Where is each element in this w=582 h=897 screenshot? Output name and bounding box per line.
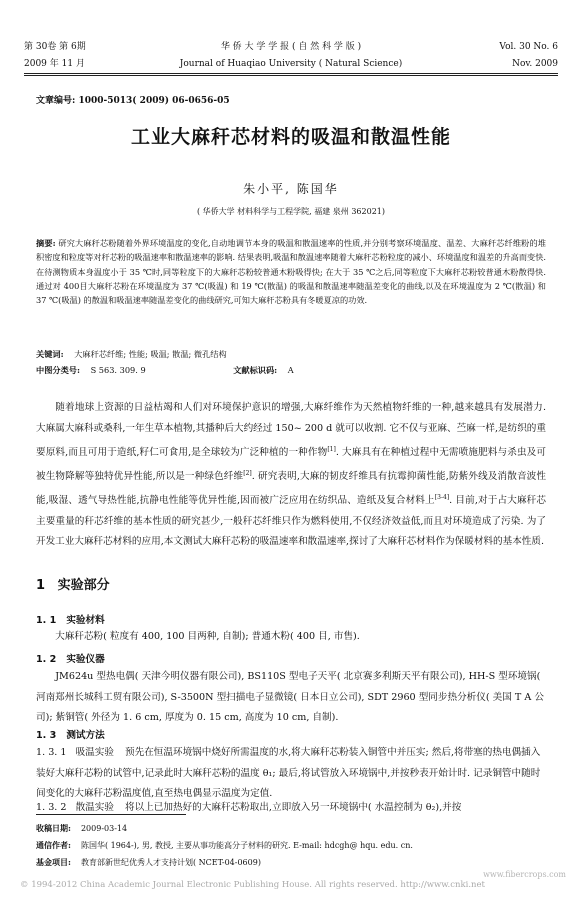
- clc-value: S 563. 309. 9: [90, 365, 146, 375]
- abstract-label: 摘要:: [36, 238, 56, 248]
- header-rule-top: [24, 73, 558, 74]
- section-1-3-2-num: 1. 3. 2: [36, 802, 67, 813]
- doc-code-value: A: [287, 365, 294, 375]
- footnote-funding: 基金项目: 教育部新世纪优秀人才支持计划( NCET-04-0609): [36, 857, 261, 867]
- citation-2: [2]: [243, 469, 252, 477]
- section-1-3-1-num: 1. 3. 1: [36, 747, 67, 758]
- section-1-3-1-label: 吸温实验: [75, 747, 114, 758]
- footnote-corresponding-author: 通信作者: 陈国华( 1964-), 男, 教授, 主要从事功能高分子材料的研究. E-mail: hdcgh@ hqu. edu. cn.: [36, 840, 413, 850]
- copyright-footer: © 1994-2012 China Academic Journal Electronic Publishing House. All rights reserved. http://www.cnki.net: [20, 880, 485, 890]
- footnote-received: 收稿日期: 2009-03-14: [36, 823, 128, 833]
- section-1-3-2-label: 散温实验: [75, 802, 114, 813]
- journal-header-row1: [24, 42, 558, 53]
- website-watermark: www.fibercrops.com: [483, 870, 566, 879]
- section-1-3-1: [36, 743, 546, 805]
- section-1-2-heading: 1. 2 实验仪器: [36, 654, 105, 665]
- abstract: [36, 236, 546, 307]
- citation-3-4: [3-4]: [434, 493, 450, 501]
- section-1-3-2-text: 将以上已加热好的大麻秆芯粉取出,立即放入另一环境锅中( 水温控制为 θ₂),并按: [125, 802, 462, 813]
- abstract-text: 研究大麻秆芯粉随着外界环境温度的变化,自动地调节本身的吸温和散温速率的性质,并分别考察环境温度、温差、大麻秆芯纤维粉的堆积密度和粒度等对秆芯粉的吸温速率和散温速率的影响. 结果表明,吸温和散温速率随着大麻秆芯粉粒度的减小、环境温度和温差的升高而变快. 在待测物质本身温度小于 35 ℃时,同等粒度下的大麻秆芯粉较普通木粉吸得快; 在大于 35 ℃之后,同等粒度下大麻秆芯粉较普通木粉散得快. 通过对 400目大麻秆芯粉在环境温度为 37 ℃(吸温) 和 19 ℃(散温) 的吸温和散温速率随温差变化的曲线,以及在环境温度为 2 ℃(散温) 和 37 ℃(吸温) 的散温和吸温速率随温差变化的曲线研究,可知大麻秆芯粉具有冬暖夏凉的功效.: [36, 238, 546, 306]
- section-1-3-1-text: 预先在恒温环境锅中烧好所需温度的水,将大麻秆芯粉装入铜管中并压实; 然后,将带塞的热电偶插入装好大麻秆芯粉的试管中,记录此时大麻秆芯粉的温度 θ₁; 最后,将试管放入环境锅中,并按秒表开始计时. 记录铜管中随时间变化的大麻秆芯粉温度值,直至热电偶显示温度为定值.: [36, 747, 541, 799]
- keywords-label: 关键词:: [36, 349, 64, 359]
- section-1-3-2: [36, 798, 546, 819]
- clc-label: 中图分类号:: [36, 365, 80, 375]
- header-rule-bottom: [24, 75, 558, 76]
- paper-title: 工业大麻秆芯材料的吸温和散温性能: [130, 126, 451, 148]
- volume-issue-cn: 第 30卷 第 6期: [24, 42, 86, 52]
- doc-code-label: 文献标识码:: [233, 365, 278, 375]
- volume-issue-en: Vol. 30 No. 6: [499, 42, 558, 52]
- issue-date-cn: 2009 年 11 月: [24, 59, 85, 69]
- section-1-2-text: JM624u 型热电偶( 天津今明仪器有限公司), BS110S 型电子天平( 北京赛多利斯天平有限公司), HH-S 型环境锅( 河南郑州长城科工贸有限公司), S-3500N 型扫描电子显微镜( 日本日立公司), SDT 2960 型同步热分析仪( 美国 T A 公司); 紫铜管( 外径为 1. 6 cm, 厚度为 0. 15 cm, 高度为 10 cm, 自制).: [36, 671, 544, 723]
- journal-header-row2: [24, 59, 558, 70]
- section-1-1-text: 大麻秆芯粉( 粒度有 400, 100 目两种, 自制); 普通木粉( 400 目, 市售).: [55, 631, 360, 642]
- classification: [36, 365, 294, 376]
- authors: 朱小平, 陈国华: [243, 182, 339, 196]
- section-1-3-heading: 1. 3 测试方法: [36, 730, 105, 741]
- keywords: [36, 349, 227, 360]
- article-number: 文章编号: 1000-5013( 2009) 06-0656-05: [36, 96, 230, 106]
- section-1-heading: 1 实验部分: [36, 578, 110, 593]
- introduction-paragraph: 随着地球上资源的日益枯竭和人们对环境保护意识的增强,大麻纤维作为天然植物纤维的一种,越来越具有发展潜力. 大麻属大麻科或桑科,一年生草本植物,其播种后大约经过 150~ 200 d 就可以收割. 它不仅与亚麻、苎麻一样,是纺织的重要原料,而且可用于造纸,籽仁可食用,是全球较为广泛种植的一种作物[1]. 大麻具有在种植过程中无需喷施肥料与杀虫及可被生物降解等独特优异性能,所以是一种绿色纤维[2]. 研究表明,大麻的韧皮纤维具有抗霉抑菌性能,防紫外线及消散音波性能,吸湿、透气导热性能,抗静电性能等优异性能,因而被广泛应用在纺织品、造纸及复合材料上[3-4]. 目前,对于占大麻秆芯主要重量的秆芯纤维的基本性质的研究甚少,一般秆芯纤维只作为燃料使用,不仅经济效益低,而且对环境造成了污染. 为了开发工业大麻秆芯材料的应用,本文测试大麻秆芯粉的吸温速率和散温速率,探讨了大麻秆芯材料作为保暖材料的基本性质.: [36, 402, 546, 548]
- citation-1: [1]: [327, 445, 336, 453]
- section-1-1-heading: 1. 1 实验材料: [36, 615, 105, 626]
- issue-date-en: Nov. 2009: [512, 59, 558, 69]
- affiliation: ( 华侨大学 材料科学与工程学院, 福建 泉州 362021): [196, 207, 386, 216]
- journal-name-en: Journal of Huaqiao University ( Natural Science): [179, 59, 403, 69]
- keywords-text: 大麻秆芯纤维; 性能; 吸温; 散温; 微孔结构: [74, 349, 227, 359]
- journal-name-cn: 华 侨 大 学 学 报 ( 自 然 科 学 版 ): [220, 42, 362, 52]
- footnote-rule: [36, 814, 186, 815]
